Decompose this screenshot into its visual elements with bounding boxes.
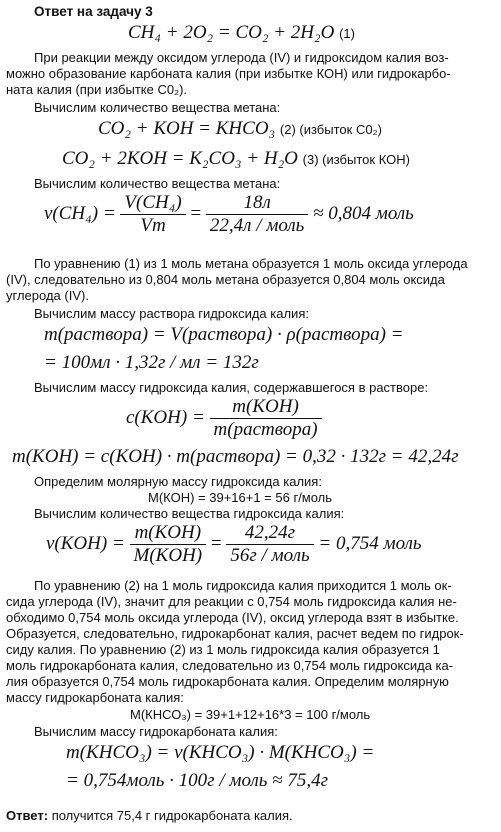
methane-fraction-2 <box>206 192 308 237</box>
para3-line1: По уравнению (2) на 1 моль гидроксида калия приходится 1 моль ок- <box>34 578 452 593</box>
equation-3-text: CO₂ + 2KOH = K₂CO₃ + H₂O <box>62 148 298 169</box>
answer-label: Ответ: <box>6 808 49 823</box>
para3-line7: лия образуется 0,754 моль гидрокарбоната калия. Определим молярную <box>6 674 449 689</box>
para3-line4: Образуется, следовательно, гидрокарбонат калия, расчет ведем по гидрок- <box>6 626 464 641</box>
koh-amount-fraction-2 <box>226 522 313 567</box>
para3-line8: массу гидрокарбоната калия: <box>6 690 184 705</box>
answer-text: получится 75,4 г гидрокарбоната калия. <box>51 808 293 823</box>
methane-lhs: ν(CH₄) = <box>44 202 116 224</box>
equation-1-text: CH₄ + 2O₂ = CO₂ + 2H₂O <box>128 22 335 43</box>
equation-2 <box>98 118 382 141</box>
koh-mass-heading: Вычислим массу гидроксида калия, содержавшегося в растворе: <box>34 380 429 395</box>
koh-amount-result: = 0,754 моль <box>318 532 422 554</box>
koh-amount-formula: ν(KOH) = $\frac{\text{m(KOH)}}{\text{M(KOH)}}$ = $\frac{42,24г}{\text{56г / моль}}$ = 0,754 моль <box>46 522 422 566</box>
equation-2-tag: (2) (избыток С0₂) <box>279 122 382 137</box>
koh-mass-formula: m(KOH) = c(KOH) · m(раствора) = 0,32 · 132г = 42,24г <box>12 446 459 467</box>
para1-line3: ната калия (при избытке С0₂). <box>6 82 188 97</box>
equation-3-tag: (3) (избыток КОН) <box>302 152 410 167</box>
koh-concentration-lhs: c(KOH) = <box>126 406 205 428</box>
koh-concentration-fraction <box>210 396 322 441</box>
answer-line <box>6 808 293 823</box>
koh-amount-heading: Вычислим количество вещества гидроксида калия: <box>34 506 345 521</box>
solution-mass-formula-1: m(раствора) = V(раствора) · ρ(раствора) = <box>44 324 404 345</box>
koh-concentration-num: m(KOH) <box>210 396 322 419</box>
methane-amount-formula: ν(CH₄) = $\frac{\text{V(CH₄)}}{Vm}$ = $\frac{18л}{\text{22,4л / моль}}$ ≈ 0,804 моль <box>44 192 414 236</box>
khco3-mass-formula-1: m(KHCO₃) = ν(KHCO₃) · M(KHCO₃) = <box>66 742 375 763</box>
koh-amount-lhs: ν(KOH) = <box>46 532 125 554</box>
para3-line6: моль гидрокарбоната калия, следовательно из 0,754 моль гидроксида ка- <box>6 658 454 673</box>
methane-fraction-1 <box>120 192 185 237</box>
khco3-mass-formula-2: = 0,754моль · 100г / моль ≈ 75,4г <box>66 770 329 791</box>
para2-line2: (IV), следовательно из 0,804 моль метана образуется 0,804 моль оксида <box>6 272 445 287</box>
koh-concentration-formula <box>126 396 322 441</box>
methane-fraction-1-num: V(CH₄) <box>120 192 185 215</box>
methane-fraction-2-num: 18л <box>206 192 308 215</box>
equation-3 <box>62 148 410 171</box>
koh-amount-fraction-1 <box>130 522 207 567</box>
koh-molar-value: М(КОН) = 39+16+1 = 56 г/моль <box>148 490 333 505</box>
koh-amount-fraction-2-den: 56г / моль <box>230 545 310 566</box>
solution-mass-formula-2: = 100мл · 1,32г / мл = 132г <box>44 352 259 373</box>
para1-line2: можно образование карбоната калия (при избытке КОН) или гидрокарбо- <box>6 66 451 81</box>
para2-line1: По уравнению (1) из 1 моль метана образуется 1 моль оксида углерода <box>34 256 468 271</box>
para2-line3: углерода (IV). <box>6 288 89 303</box>
para3-line2: сида углерода (IV), значит для реакции с 0,754 моль гидроксида калия не- <box>6 594 457 609</box>
equation-1-tag: (1) <box>339 26 355 41</box>
para3-line3: обходимо 0,754 моль оксида углерода (IV), оксид углерода взят в избытке. <box>6 610 459 625</box>
methane-result: ≈ 0,804 моль <box>313 202 414 224</box>
koh-amount-fraction-1-den: M(KOH) <box>133 545 203 566</box>
solution-mass-heading: Вычислим массу раствора гидроксида калия: <box>34 306 309 321</box>
khco3-mass-heading: Вычислим массу гидрокарбоната калия: <box>34 724 278 739</box>
khco3-molar-value: М(КНСО₃) = 39+1+12+16*3 = 100 г/моль <box>130 707 371 722</box>
koh-concentration-den: m(раствора) <box>213 419 318 440</box>
para3-line5: сиду калия. По уравнению (2) из 1 моль гидроксида калия образуется 1 <box>6 642 440 657</box>
equation-2-text: CO₂ + KOH = KHCO₃ <box>98 118 276 139</box>
koh-molar-heading: Определим молярную массу гидроксида калия: <box>34 474 322 489</box>
koh-amount-fraction-1-num: m(KOH) <box>130 522 207 545</box>
task-heading: Ответ на задачу 3 <box>34 4 153 19</box>
para1-line1: При реакции между оксидом углерода (IV) и гидроксидом калия воз- <box>34 50 449 65</box>
methane-fraction-1-den: Vm <box>140 215 166 236</box>
koh-amount-fraction-2-num: 42,24г <box>226 522 313 545</box>
methane-fraction-2-den: 22,4л / моль <box>209 215 305 236</box>
methane-heading-1: Вычислим количество вещества метана: <box>34 100 281 115</box>
equation-1 <box>128 22 355 45</box>
methane-heading-2: Вычислим количество вещества метана: <box>34 176 281 191</box>
